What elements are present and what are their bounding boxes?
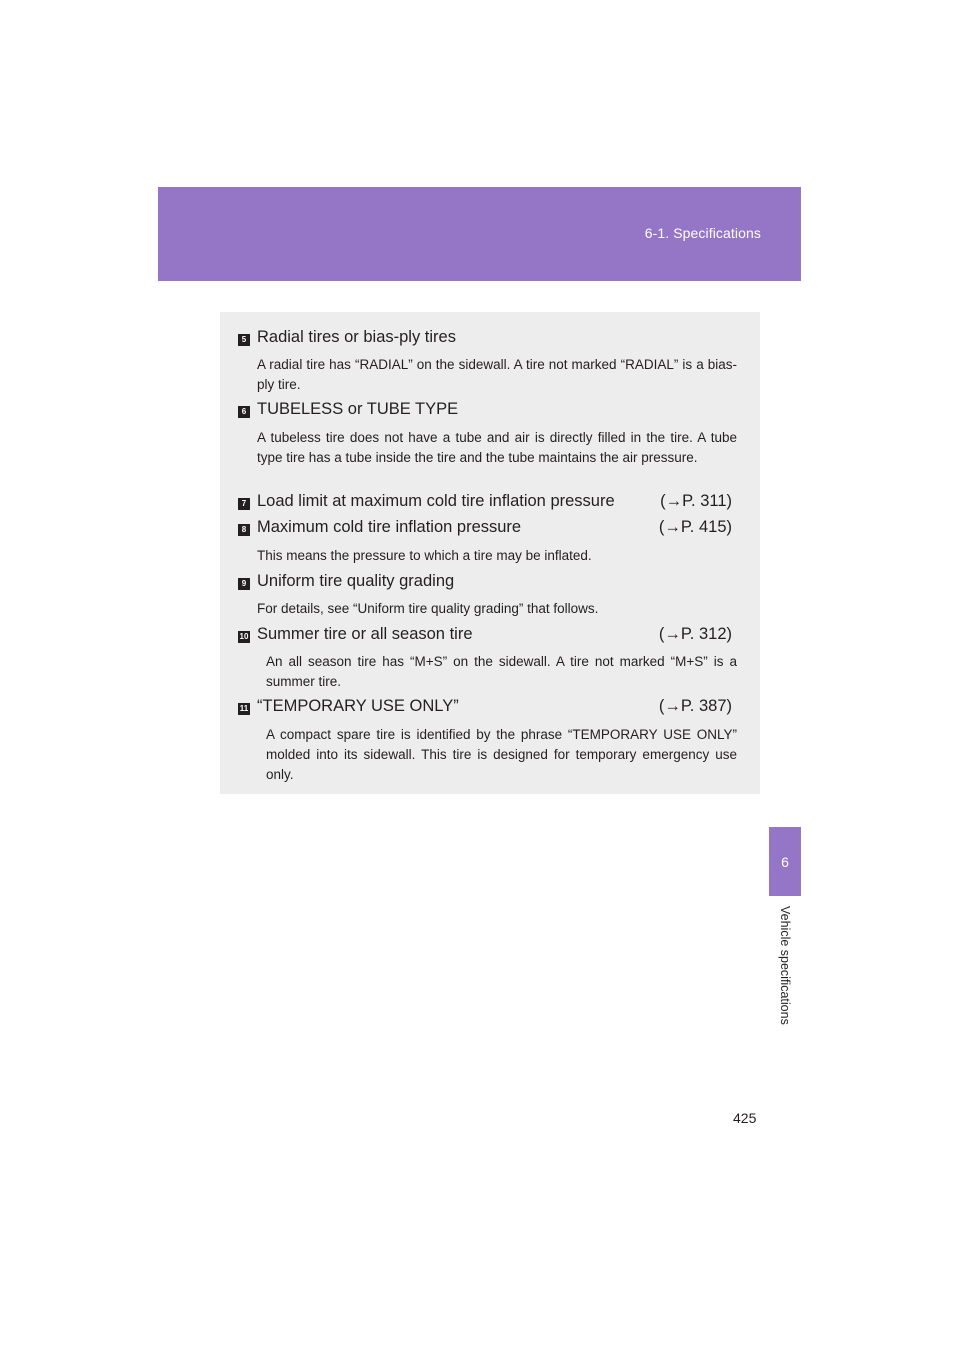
page-reference-link[interactable]: (→P. 387) xyxy=(658,697,732,715)
item-marker: 6 xyxy=(238,406,250,418)
item-body: A tubeless tire does not have a tube and air is directly filled in the tire. A tube type tire has a tube inside the tire and the tube maintains the air pressure. xyxy=(257,430,737,465)
item-heading: Summer tire or all season tire xyxy=(257,625,473,643)
item-marker: 10 xyxy=(239,632,249,641)
section-header xyxy=(158,187,801,281)
tire-info-panel xyxy=(220,312,760,794)
page-reference-link[interactable]: (→P. 311) xyxy=(660,492,732,510)
item-heading: Load limit at maximum cold tire inflation pressure xyxy=(257,492,615,510)
item-body: An all season tire has “M+S” on the sidewall. A tire not marked “M+S” is a summer tire. xyxy=(266,654,737,689)
item-body: This means the pressure to which a tire may be inflated. xyxy=(257,548,592,563)
chapter-tab[interactable] xyxy=(769,827,801,896)
item-marker: 11 xyxy=(239,704,249,713)
item-body: A radial tire has “RADIAL” on the sidewall. A tire not marked “RADIAL” is a bias-ply tire. xyxy=(257,357,737,392)
chapter-label: Vehicle specifications xyxy=(778,906,792,1025)
page-reference-link[interactable]: (→P. 415) xyxy=(658,518,732,536)
item-body: For details, see “Uniform tire quality grading” that follows. xyxy=(257,601,599,616)
item-heading: TUBELESS or TUBE TYPE xyxy=(257,400,459,418)
item-heading: “TEMPORARY USE ONLY” xyxy=(257,697,459,715)
item-marker: 8 xyxy=(238,524,250,536)
item-marker: 9 xyxy=(238,578,250,590)
item-marker: 7 xyxy=(238,498,250,510)
item-marker: 5 xyxy=(238,334,250,346)
page-number: 425 xyxy=(733,1110,757,1126)
item-heading: Uniform tire quality grading xyxy=(257,572,455,590)
item-heading: Maximum cold tire inflation pressure xyxy=(257,518,522,536)
chapter-number: 6 xyxy=(781,853,789,870)
page-reference-link[interactable]: (→P. 312) xyxy=(658,625,732,643)
section-title: 6-1. Specifications xyxy=(644,225,761,241)
item-heading: Radial tires or bias-ply tires xyxy=(257,328,456,346)
item-body: A compact spare tire is identified by the phrase “TEMPORARY USE ONLY” molded into its sidewall. This tire is designed for temporary emergency use only. xyxy=(266,727,737,782)
